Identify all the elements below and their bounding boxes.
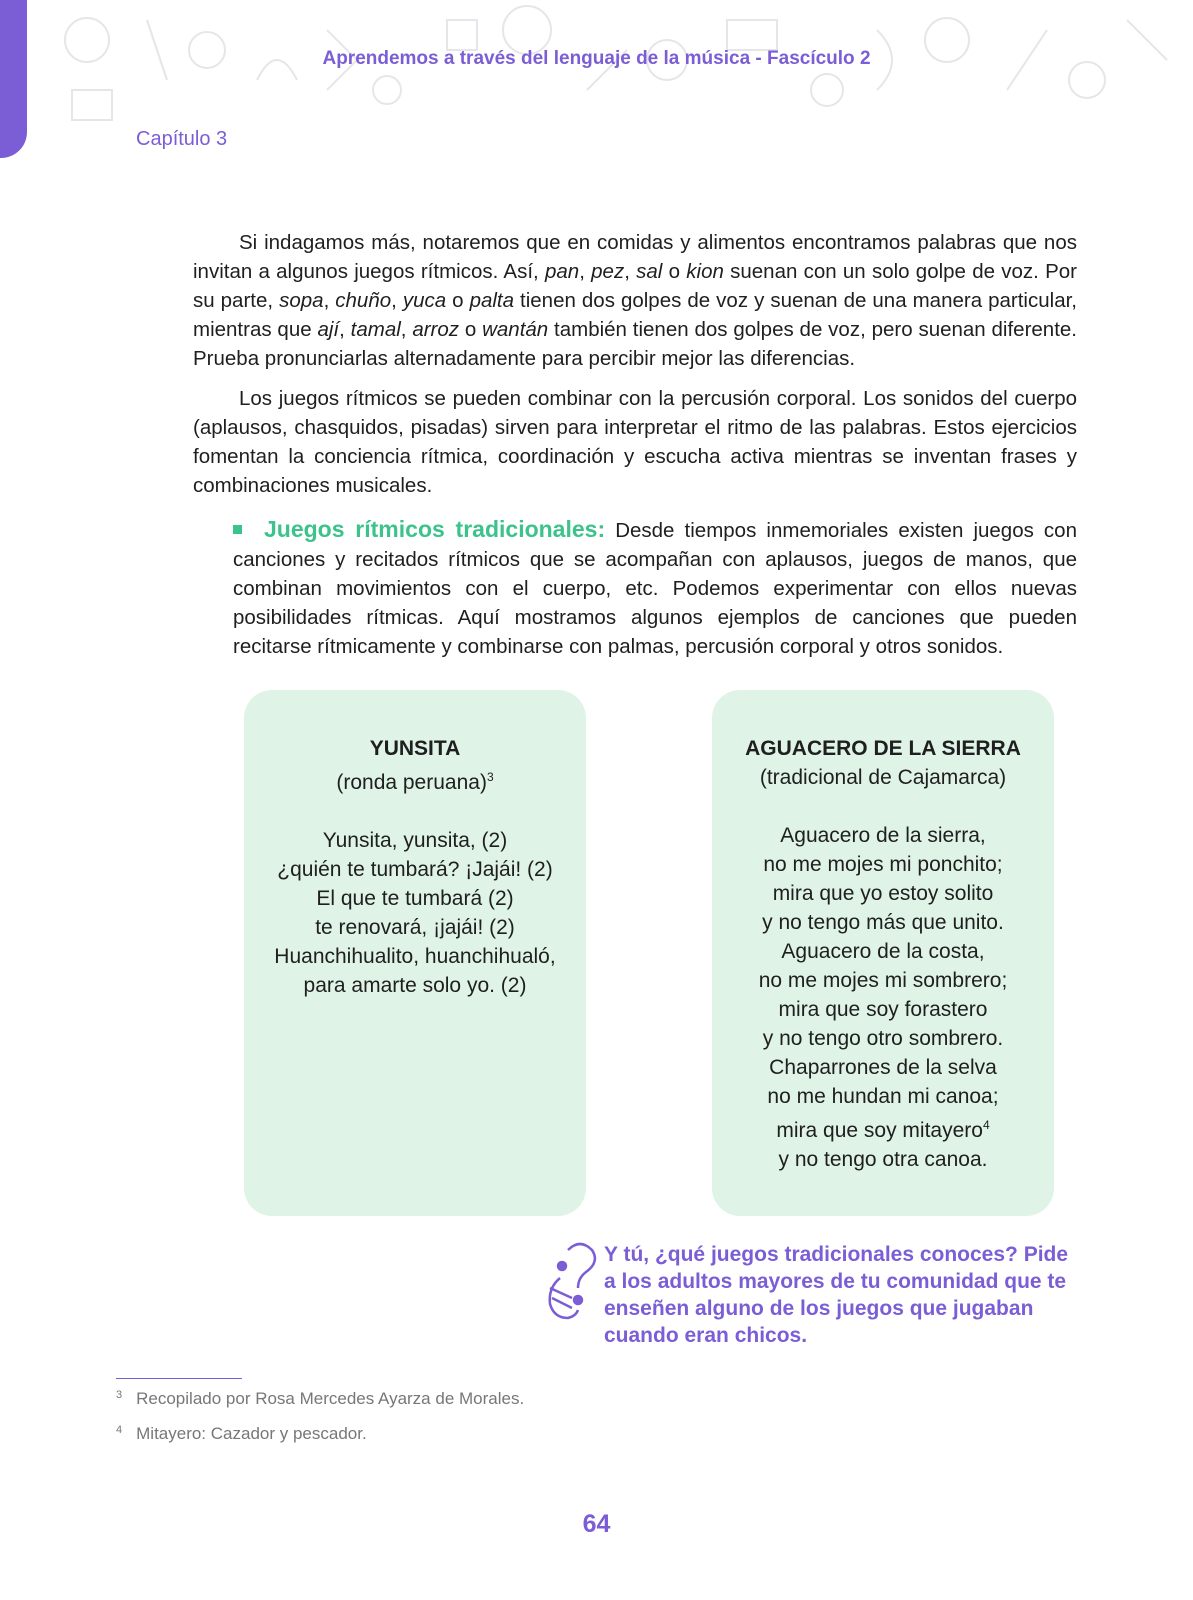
verse-line: y no tengo otra canoa. [778, 1148, 988, 1171]
song-card-aguacero [712, 690, 1054, 1216]
header-title: Aprendemos a través del lenguaje de la música - Fascículo 2 [322, 48, 871, 69]
song-verses [712, 821, 1054, 1174]
footnote-ref: 3 [486, 770, 494, 784]
paragraph-1: Si indagamos más, notaremos que en comidas y alimentos encontramos palabras que nos invitan a algunos juegos rítmicos. Así, pan, pez, sal o kion suenan con un solo golpe de voz. Por su parte, sopa, chuño, yuca o palta tienen dos golpes de voz y suenan de una manera particular, mientras que ají, tamal, arroz o wantán también tienen dos golpes de voz, pero suenan diferente. Prueba pronunciarlas alternadamente para percibir mejor las diferencias. [193, 231, 1078, 370]
song-title: AGUACERO DE LA SIERRA [745, 737, 1021, 760]
footnote-4: $^4$ Mitayero: Cazador y pescador. [116, 1424, 367, 1443]
question-mark-icon [540, 1238, 600, 1328]
verse-line: Yunsita, yunsita, (2) [322, 829, 508, 852]
page-number: 64 [582, 1510, 611, 1538]
verse-line: Aguacero de la sierra, [780, 824, 986, 847]
song-verses [244, 826, 586, 1000]
bullet-text [233, 515, 1077, 661]
bullet-square-icon [233, 525, 242, 534]
verse-line: te renovará, ¡jajái! (2) [315, 916, 515, 939]
song-subtitle: (tradicional de Cajamarca) [759, 766, 1007, 789]
song-title: YUNSITA [369, 737, 461, 760]
verse-line: y no tengo otro sombrero. [762, 1027, 1004, 1050]
paragraph-2: Los juegos rítmicos se pueden combinar con la percusión corporal. Los sonidos del cuerpo (aplausos, chasquidos, pisadas) sirven para interpretar el ritmo de las palabras. Estos ejercicios fomentan la conciencia rítmica, coordinación y escucha activa mientras se inventan frases y combinaciones musicales. [193, 387, 1077, 497]
verse-line: ¿quién te tumbará? ¡Jajái! (2) [277, 858, 553, 881]
verse-line: Chaparrones de la selva [769, 1056, 997, 1079]
song-subtitle: (ronda peruana)$^3$ [336, 770, 494, 794]
verse-line: mira que yo estoy solito [772, 882, 994, 905]
verse-line: mira que soy mitayero$^4$ [776, 1118, 990, 1142]
verse-line: mira que soy forastero [778, 998, 988, 1021]
verse-line: Huanchihualito, huanchihualó, [274, 945, 556, 968]
song-card-yunsita [244, 690, 586, 1216]
verse-line: no me hundan mi canoa; [767, 1085, 999, 1108]
verse-line: para amarte solo yo. (2) [303, 974, 527, 997]
verse-line: Aguacero de la costa, [781, 940, 985, 963]
footnote-3: $^3$ Recopilado por Rosa Mercedes Ayarza de Morales. [116, 1389, 525, 1408]
verse-line: y no tengo más que unito. [762, 911, 1004, 934]
bullet-traditional-games [233, 515, 1077, 661]
body-text [193, 228, 1077, 511]
chapter-label: Capítulo 3 [136, 128, 228, 150]
side-tab [0, 0, 27, 158]
verse-line: no me mojes mi ponchito; [763, 853, 1003, 876]
bullet-body: Desde tiempos inmemoriales existen juegos con canciones y recitados rítmicos que se acompañan con aplausos, juegos de manos, que combinan movimientos con el cuerpo, etc. Podemos experimentar con ellos nuevas posibilidades rítmicas. Aquí mostramos algunos ejemplos de canciones que pueden recitarse rítmicamente y combinarse con palmas, percusión corporal y otros sonidos. [233, 519, 1077, 658]
verse-line: no me mojes mi sombrero; [758, 969, 1008, 992]
footnote-divider [116, 1378, 242, 1379]
verse-line: El que te tumbará (2) [316, 887, 514, 910]
footnote-ref: 4 [982, 1118, 990, 1132]
reflection-prompt: Y tú, ¿qué juegos tradicionales conoces? Pide a los adultos mayores de tu comunidad que te enseñen alguno de los juegos que jugaban cuando eran chicos. [604, 1243, 1069, 1347]
bullet-lead: Juegos rítmicos tradicionales: [264, 516, 606, 542]
